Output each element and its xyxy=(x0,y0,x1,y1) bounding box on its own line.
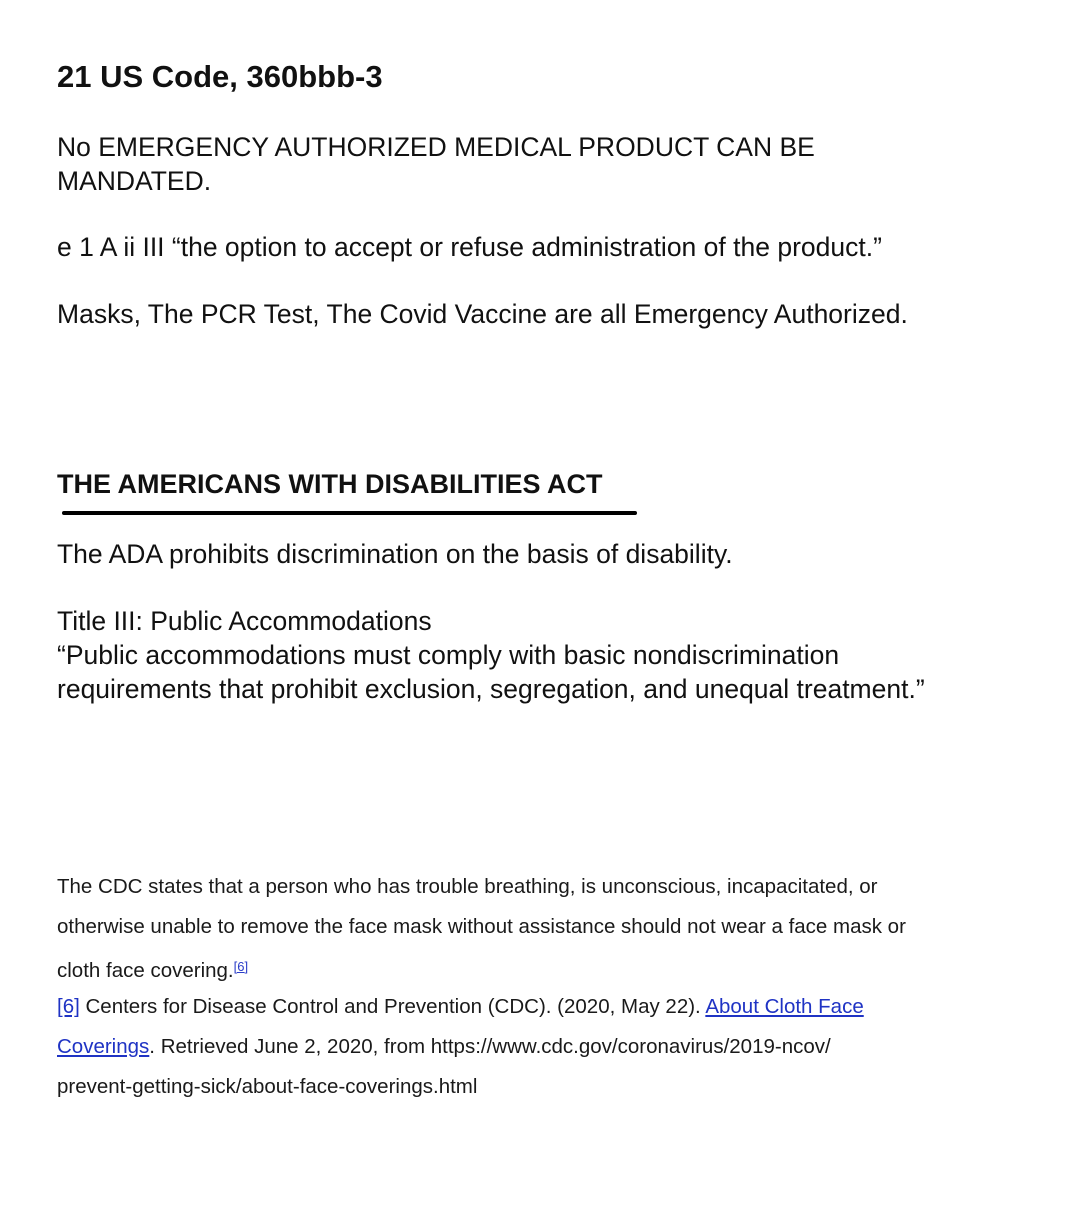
title-iii-quote-line-2: requirements that prohibit exclusion, segregation, and unequal treatment.” xyxy=(57,674,925,704)
reference-line-2 xyxy=(57,1027,831,1067)
emergency-authorized-list: Masks, The PCR Test, The Covid Vaccine are all Emergency Authorized. xyxy=(57,299,908,329)
reference-retrieved-text: . Retrieved June 2, 2020, from https://www.cdc.gov/coronavirus/2019-ncov/ xyxy=(149,1035,831,1058)
reference-title-link-part-2[interactable]: Coverings xyxy=(57,1035,150,1058)
title-iii-quote-line-1: “Public accommodations must comply with basic nondiscrimination xyxy=(57,640,840,670)
section-title-ada: THE AMERICANS WITH DISABILITIES ACT xyxy=(57,469,603,499)
reference-marker-link[interactable]: [6] xyxy=(57,995,80,1018)
cdc-statement-line-1: The CDC states that a person who has trouble breathing, is unconscious, incapacitated, or xyxy=(57,875,878,898)
reference-text: Centers for Disease Control and Prevention (CDC). (2020, May 22). xyxy=(79,995,706,1018)
cdc-statement-line-2: otherwise unable to remove the face mask without assistance should not wear a face mask or xyxy=(57,915,906,938)
cdc-statement-line-3-text: cloth face covering. xyxy=(57,959,234,982)
ada-statement: The ADA prohibits discrimination on the basis of disability. xyxy=(57,539,733,569)
title-underline-divider xyxy=(62,511,637,515)
reference-line-3: prevent-getting-sick/about-face-coverings.html xyxy=(57,1075,478,1098)
no-mandate-statement: No EMERGENCY AUTHORIZED MEDICAL PRODUCT CAN BE MANDATED. xyxy=(57,132,815,196)
section-title-us-code: 21 US Code, 360bbb-3 xyxy=(57,59,383,94)
reference-title-link-part-1[interactable]: About Cloth Face xyxy=(705,995,864,1018)
document-page xyxy=(57,0,1047,1219)
title-iii-heading: Title III: Public Accommodations xyxy=(57,606,432,636)
option-quote: e 1 A ii III “the option to accept or refuse administration of the product.” xyxy=(57,232,882,262)
reference-line-1 xyxy=(57,987,864,1027)
cdc-statement-line-3 xyxy=(57,947,248,991)
footnote-link[interactable]: [6] xyxy=(233,959,249,974)
